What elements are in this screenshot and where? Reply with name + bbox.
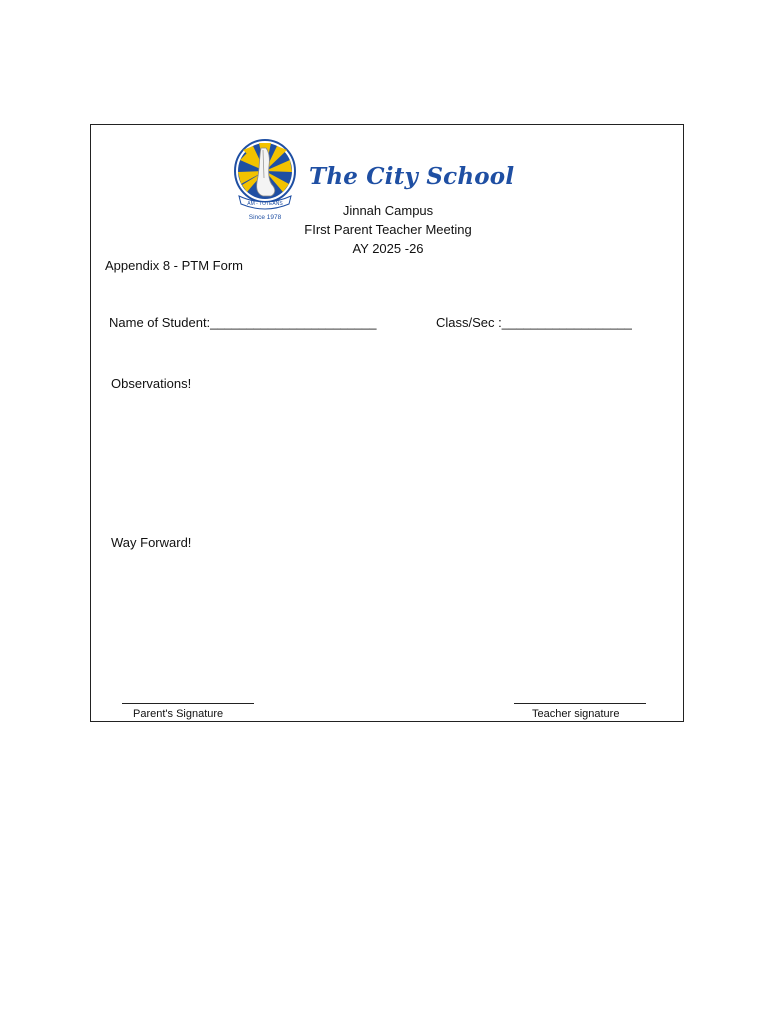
- way-forward-label: Way Forward!: [111, 535, 192, 550]
- city-school-crest-icon: [233, 138, 297, 224]
- meeting-title: FIrst Parent Teacher Meeting: [304, 222, 472, 237]
- campus-name: Jinnah Campus: [342, 203, 434, 218]
- parent-signature-label: Parent's Signature: [133, 708, 224, 720]
- teacher-signature-label: Teacher signature: [532, 708, 620, 720]
- teacher-signature-line[interactable]: [514, 703, 646, 704]
- student-name-field[interactable]: Name of Student:_______________________: [109, 315, 377, 330]
- school-name: The City School: [309, 163, 515, 190]
- parent-signature-line[interactable]: [122, 703, 254, 704]
- appendix-label: Appendix 8 - PTM Form: [105, 258, 243, 273]
- crest-motto: AM - TOTEANS: [247, 201, 283, 207]
- class-section-field[interactable]: Class/Sec :__________________: [436, 315, 632, 330]
- observations-label: Observations!: [111, 376, 192, 391]
- academic-year: AY 2025 -26: [352, 241, 424, 256]
- crest-since: Since 1978: [248, 214, 282, 221]
